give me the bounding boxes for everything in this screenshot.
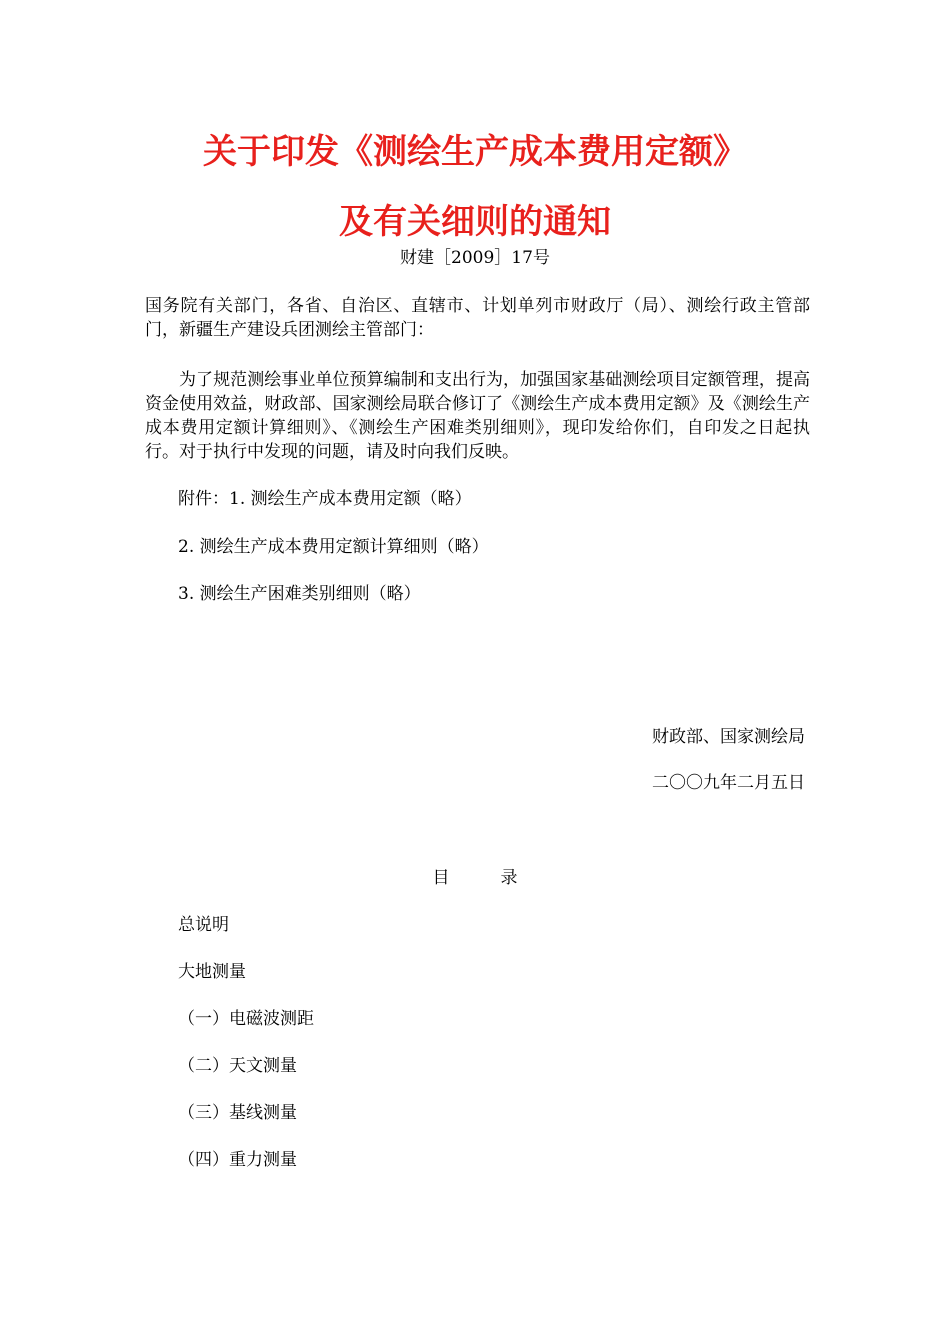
addressee-paragraph: 国务院有关部门，各省、自治区、直辖市、计划单列市财政厅（局）、测绘行政主管部门，新疆生产建设兵团测绘主管部门： [145, 296, 810, 340]
toc-item: （四）重力测量 [178, 1150, 297, 1170]
signature-date: 二〇〇九年二月五日 [652, 773, 805, 793]
attachment-item: 2. 测绘生产成本费用定额计算细则（略） [178, 537, 489, 557]
document-title-line-2: 及有关细则的通知 [339, 202, 611, 242]
toc-item: （一）电磁波测距 [178, 1009, 314, 1029]
toc-item: 总说明 [178, 915, 229, 935]
toc-item: （二）天文测量 [178, 1056, 297, 1076]
document-title-line-1: 关于印发《测绘生产成本费用定额》 [203, 132, 747, 172]
toc-title: 目 录 [432, 868, 518, 888]
toc-item: 大地测量 [178, 962, 246, 982]
attachment-item: 附件：1. 测绘生产成本费用定额（略） [178, 489, 472, 509]
signature-organization: 财政部、国家测绘局 [652, 727, 805, 747]
body-paragraph: 为了规范测绘事业单位预算编制和支出行为，加强国家基础测绘项目定额管理，提高资金使用效益，财政部、国家测绘局联合修订了《测绘生产成本费用定额》及《测绘生产成本费用定额计算细则》、《测绘生产困难类别细则》，现印发给你们，自印发之日起执行。对于执行中发现的问题，请及时向我们反映。 [145, 370, 810, 462]
toc-item: （三）基线测量 [178, 1103, 297, 1123]
document-number: 财建［2009］17号 [400, 248, 550, 268]
attachment-item: 3. 测绘生产困难类别细则（略） [178, 584, 421, 604]
